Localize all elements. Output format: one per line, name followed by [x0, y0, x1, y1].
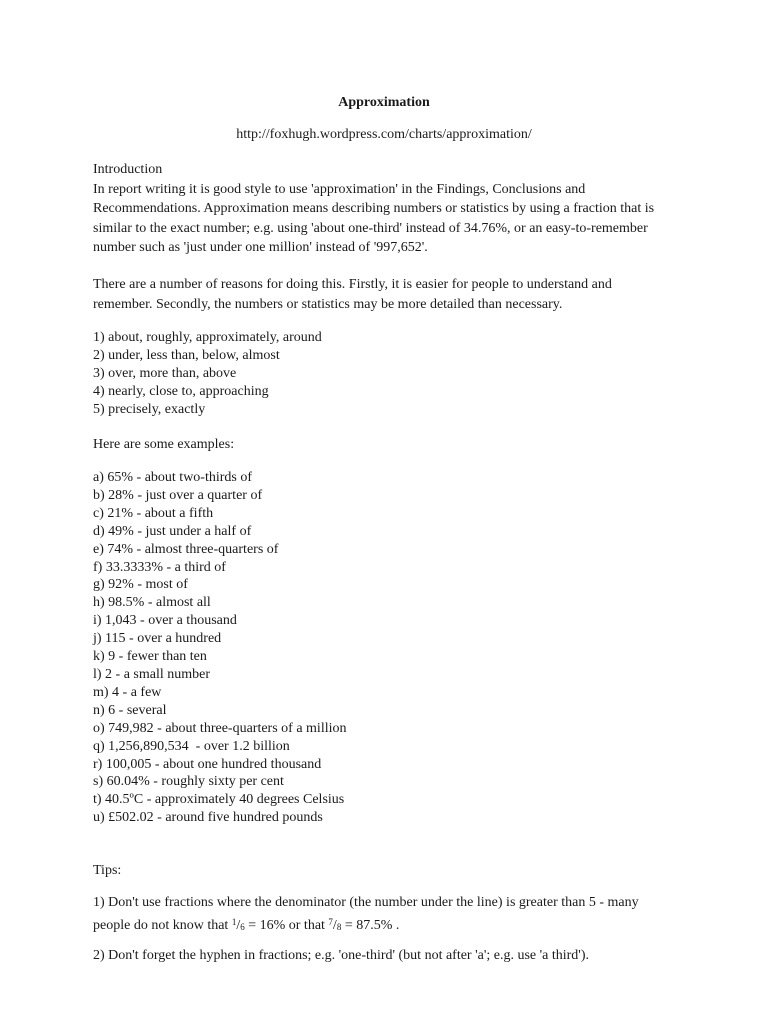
tip-1: [93, 893, 673, 937]
list-item: n) 6 - several: [93, 702, 167, 718]
fraction-denominator: 8: [336, 921, 342, 932]
list-item: d) 49% - just under a half of: [93, 523, 252, 539]
list-item: f) 33.3333% - a third of: [93, 559, 226, 575]
list-item: 2) under, less than, below, almost: [93, 347, 280, 363]
list-item: b) 28% - just over a quarter of: [93, 487, 263, 503]
examples-intro-text: Here are some examples:: [93, 437, 235, 452]
tip-1-text: [93, 893, 673, 937]
fraction-seven-eighths: $^7/_8$: [328, 916, 342, 933]
list-item: s) 60.04% - roughly sixty per cent: [93, 774, 284, 790]
list-item: e) 74% - almost three-quarters of: [93, 541, 279, 557]
tip-2: [93, 946, 673, 966]
page-title: Approximation: [338, 95, 430, 110]
list-item: 3) over, more than, above: [93, 365, 237, 381]
list-item: 5) precisely, exactly: [93, 401, 206, 417]
list-item: 4) nearly, close to, approaching: [93, 383, 269, 399]
list-item: m) 4 - a few: [93, 684, 162, 700]
fraction-denominator: 6: [240, 921, 245, 932]
tip-1-middle: = 16% or that: [244, 917, 329, 933]
list-item: a) 65% - about two-thirds of: [93, 470, 253, 485]
tip-1-suffix: = 87.5% .: [341, 917, 400, 933]
list-item: h) 98.5% - almost all: [93, 595, 211, 611]
introduction-paragraph: In report writing it is good style to use 'approximation' in the Findings, Conclusions and Recommendations. Approximation means describing numbers or statistics by using a fraction that is similar to the exact number; e.g. using 'about one-third' instead of 34.76%, or an easy-to-remember number such as 'just under one million' instead of '997,652'.: [93, 181, 655, 255]
list-item: g) 92% - most of: [93, 577, 188, 593]
list-item: i) 1,043 - over a thousand: [93, 613, 237, 629]
list-item: 1) about, roughly, approximately, around: [93, 330, 322, 345]
introduction-heading: Introduction: [93, 162, 163, 177]
list-item: k) 9 - fewer than ten: [93, 649, 207, 665]
tip-1-prefix: 1) Don't use fractions where the denominator (the number under the line) is greater than 5 - many people do not know that: [93, 895, 639, 933]
list-item: t) 40.5ºC - approximately 40 degrees Celsius: [93, 792, 345, 808]
list-item: u) £502.02 - around five hundred pounds: [93, 810, 323, 826]
list-item: q) 1,256,890,534 - over 1.2 billion: [93, 738, 290, 754]
fraction-numerator: 7: [328, 916, 333, 927]
tip-2-text: 2) Don't forget the hyphen in fractions; e.g. 'one-third' (but not after 'a'; e.g. use 'a third').: [93, 948, 589, 963]
fraction-numerator: 1: [231, 916, 237, 927]
source-url: http://foxhugh.wordpress.com/charts/approximation/: [236, 127, 532, 142]
list-item: r) 100,005 - about one hundred thousand: [93, 756, 322, 772]
reasons-paragraph: [93, 275, 673, 314]
introduction-section: [93, 160, 673, 258]
list-item: o) 749,982 - about three-quarters of a million: [93, 720, 347, 736]
fraction-one-sixth: $^1/_6$: [231, 916, 245, 933]
reasons-text: There are a number of reasons for doing this. Firstly, it is easier for people to understand and remember. Secondly, the numbers or statistics may be more detailed than necessary.: [93, 277, 612, 312]
approximation-words-list: [93, 329, 673, 419]
list-item: j) 115 - over a hundred: [93, 631, 222, 647]
examples-intro: [93, 435, 673, 455]
tips-heading-text: Tips:: [93, 863, 122, 878]
tips-heading: [93, 861, 673, 881]
examples-list: [93, 469, 673, 827]
list-item: l) 2 - a small number: [93, 666, 211, 682]
list-item: c) 21% - about a fifth: [93, 505, 214, 521]
